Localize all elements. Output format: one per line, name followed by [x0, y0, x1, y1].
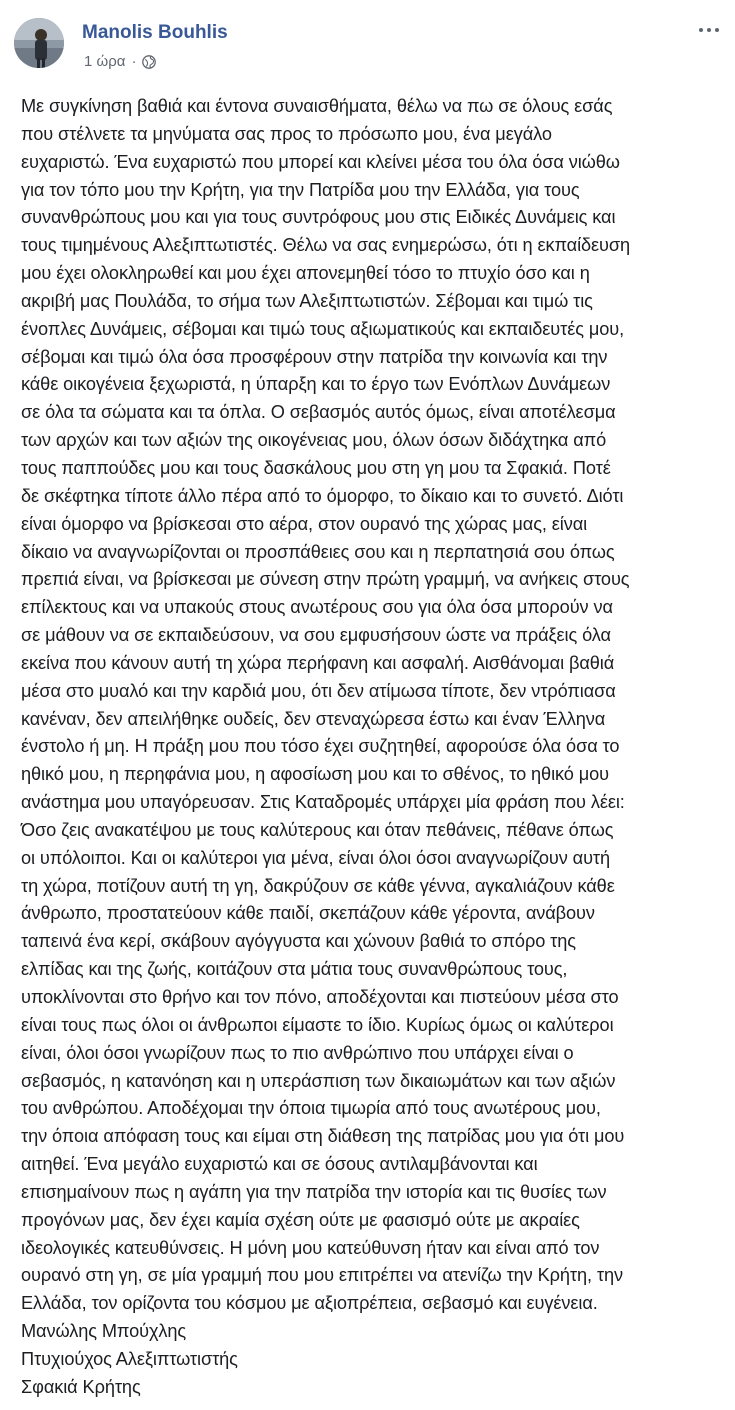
meta-separator: ·: [131, 53, 137, 70]
post-text-line: ουρανό στη γη, σε μία γραμμή που μου επιτρέπει να ατενίζω την Κρήτη, την: [21, 1265, 624, 1286]
avatar-photo-icon: [14, 18, 64, 68]
post-text-line: ένοπλες Δυνάμεις, σέβομαι και τιμώ τους αξιωματικούς και εκπαιδευτές μου,: [21, 318, 625, 339]
post-header: [14, 18, 724, 70]
globe-icon[interactable]: [142, 55, 156, 69]
post-text-line: ταπεινά ένα κερί, σκάβουν αγόγγυστα και χώνουν βαθιά το σπόρο της: [21, 931, 576, 952]
post-text-line: κανέναν, δεν απειλήθηκε ουδείς, δεν στεναχώρεσα έστω και έναν Έλληνα: [21, 708, 606, 729]
post-timestamp[interactable]: 1 ώρα: [84, 53, 126, 70]
more-options-icon[interactable]: [694, 20, 724, 40]
post-text-line: την όποια απόφαση τους και είμαι στη διάθεση της πατρίδας μου για ότι μου: [21, 1126, 625, 1147]
post-text-line: που στέλνετε τα μηνύματα σας προς το πρόσωπο μου, ένα μεγάλο: [21, 123, 552, 144]
post-text-line: Ελλάδα, τον ορίζοντα του κόσμου με αξιοπρέπεια, σεβασμό και ευγένεια.: [21, 1293, 598, 1314]
post-text-line: ελπίδας και της ζωής, κοιτάζουν στα μάτια τους συνανθρώπους τους,: [21, 959, 568, 980]
post-text-line: ηθικό μου, η περηφάνια μου, η αφοσίωση μου και το σθένος, το ηθικό μου: [21, 764, 609, 785]
post-text-line: του ανθρώπου. Αποδέχομαι την όποια τιμωρία από τους ανωτέρους μου,: [21, 1098, 601, 1119]
post-text-line: Όσο ζεις ανακατέψου με τους καλύτερους και όταν πεθάνεις, πέθανε όπως: [21, 819, 614, 840]
post-text-line: είναι όμορφο να βρίσκεσαι στο αέρα, στον ουρανό της χώρας μας, είναι: [21, 513, 588, 534]
post-text-line: αιτηθεί. Ένα μεγάλο ευχαριστώ και σε όσους αντιλαμβάνονται και: [21, 1154, 538, 1175]
post-text-line: επίλεκτους και να υπακούς στους ανωτέρους σου για όλα όσα μπορούν να: [21, 597, 613, 618]
post-text-line: συνανθρώπους μου και για τους συντρόφους μου στις Ειδικές Δυνάμεις και: [21, 207, 616, 228]
post-text-line: προγόνων μας, δεν έχει καμία σχέση ούτε με φασισμό ούτε με ακραίες: [21, 1209, 580, 1230]
post-text-line: οι υπόλοιποι. Και οι καλύτεροι για μένα, είναι όλοι όσοι αναγνωρίζουν αυτή: [21, 847, 611, 868]
post-text: [21, 93, 721, 1402]
post-text-line: είναι τους πως όλοι οι άνθρωποι είμαστε το ίδιο. Κυρίως όμως οι καλύτεροι: [21, 1014, 614, 1035]
post-text-line: σεβασμός, η κατανόηση και η υπεράσπιση των δικαιωμάτων και των αξιών: [21, 1070, 616, 1091]
post-text-line: ακριβή μας Πουλάδα, το σήμα των Αλεξιπτωτιστών. Σέβομαι και τιμώ τις: [21, 290, 593, 311]
post-text-line: κάθε οικογένεια ξεχωριστά, η ύπαρξη και το έργο των Ενόπλων Δυνάμεων: [21, 374, 611, 395]
post-text-line: υποκλίνονται στο θρήνο και τον πόνο, αποδέχονται και πιστεύουν μέσα στο: [21, 987, 619, 1007]
post-meta: [84, 53, 156, 70]
post-text-line: σέβομαι και τιμώ όλα όσα προσφέρουν στην πατρίδα την κοινωνία και την: [21, 346, 608, 367]
post-text-line: είναι, όλοι όσοι γνωρίζουν πως το πιο ανθρώπινο που υπάρχει είναι ο: [21, 1042, 574, 1063]
post-text-line: μέσα στο μυαλό και την καρδιά μου, ότι δεν ατίμωσα τίποτε, δεν ντρόπιασα: [21, 680, 616, 701]
post-text-line: εκείνα που κάνουν αυτή τη χώρα περήφανη και ασφαλή. Αισθάνομαι βαθιά: [21, 652, 615, 673]
post-text-line: ευχαριστώ. Ένα ευχαριστώ που μπορεί και κλείνει μέσα του όλα όσα νιώθω: [21, 151, 620, 172]
post-text-line: τους τιμημένους Αλεξιπτωτιστές. Θέλω να σας ενημερώσω, ότι η εκπαίδευση: [21, 235, 631, 256]
post-text-line: για τον τόπο μου την Κρήτη, για την Πατρίδα μου την Ελλάδα, για τους: [21, 179, 580, 200]
post-text-line: τους παππούδες μου και τους δασκάλους μου στη γη μου τα Σφακιά. Ποτέ: [21, 457, 611, 478]
post-text-line: των αρχών και των αξιών της οικογένειας μου, όλων όσων διδάχτηκα από: [21, 430, 607, 451]
post-text-line: Πτυχιούχος Αλεξιπτωτιστής: [21, 1348, 238, 1369]
post-text-line: Μανώλης Μπούχλης: [21, 1321, 187, 1342]
more-dot: [715, 28, 719, 32]
post-text-line: σε όλα τα σώματα και τα όπλα. Ο σεβασμός αυτός όμως, είναι αποτέλεσμα: [21, 402, 616, 423]
post-text-line: πρεπιά είναι, να βρίσκεσαι με σύνεση στην πρώτη γραμμή, να ανήκεις στους: [21, 569, 630, 590]
post-text-line: δίκαιο να αναγνωρίζονται οι προσπάθειες σου και η περπατησιά σου όπως: [21, 541, 615, 562]
more-dot: [707, 28, 711, 32]
post-text-line: δε σκέφτηκα τίποτε άλλο πέρα από το όμορφο, το δίκαιο και το συνετό. Διότι: [21, 485, 624, 506]
post-text-line: Με συγκίνηση βαθιά και έντονα συναισθήματα, θέλω να πω σε όλους εσάς: [21, 96, 613, 116]
avatar[interactable]: [14, 18, 64, 68]
post-text-line: επισημαίνουν πως η αγάπη για την πατρίδα την ιστορία και τις θυσίες των: [21, 1181, 607, 1202]
author-name[interactable]: Manolis Bouhlis: [82, 22, 228, 43]
post-text-line: σε μάθουν να σε εκπαιδεύσουν, να σου εμφυσήσουν ώστε να πράξεις όλα: [21, 625, 611, 646]
post-text-line: ανάστημα μου υπαγόρευσαν. Στις Καταδρομές υπάρχει μία φράση που λέει:: [21, 792, 625, 813]
post-text-line: άνθρωπο, προστατεύουν κάθε παιδί, σκεπάζουν κάθε γέροντα, ανάβουν: [21, 903, 595, 924]
more-dot: [699, 28, 703, 32]
post-text-line: τη χώρα, ποτίζουν αυτή τη γη, δακρύζουν σε κάθε γέννα, αγκαλιάζουν κάθε: [21, 875, 615, 896]
post-text-line: μου έχει ολοκληρωθεί και μου έχει απονεμηθεί τόσο το πτυχίο όσο και η: [21, 263, 590, 284]
post-text-line: ένστολο ή μη. Η πράξη μου που τόσο έχει συζητηθεί, αφορούσε όλα όσα το: [21, 736, 620, 757]
post-text-line: Σφακιά Κρήτης: [21, 1376, 141, 1397]
post-text-line: ιδεολογικές κατευθύνσεις. Η μόνη μου κατεύθυνση ήταν και είναι από τον: [21, 1237, 600, 1258]
